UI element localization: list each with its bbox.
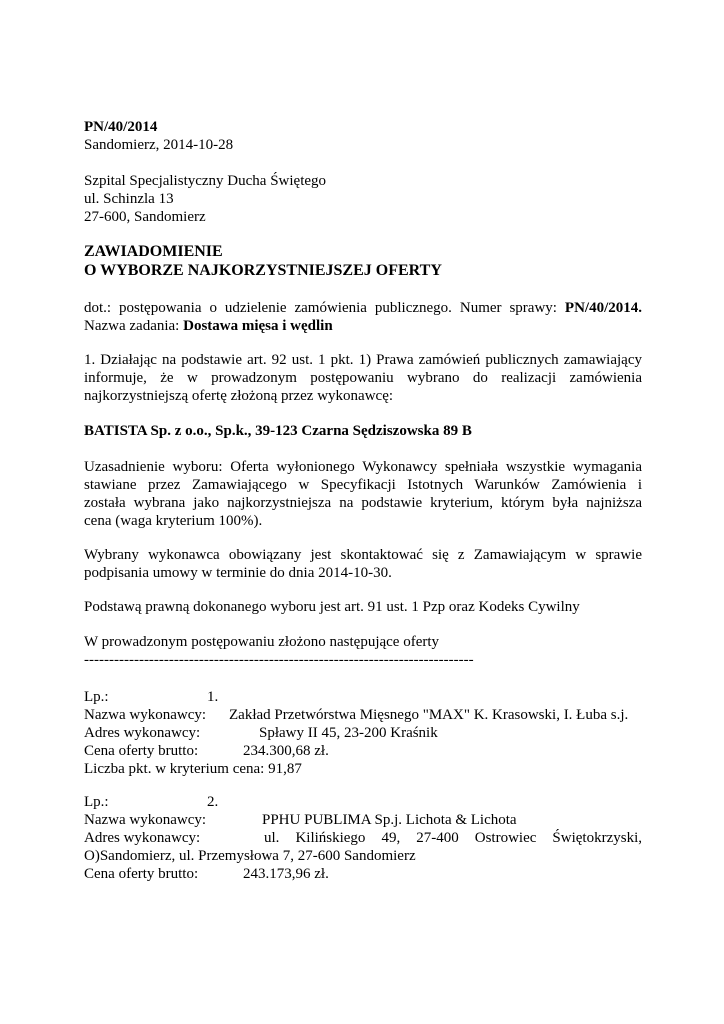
name-label: Nazwa wykonawcy:	[84, 812, 207, 828]
lp-value: 2.	[207, 794, 219, 810]
offer-1-address-row	[84, 724, 642, 742]
offers-intro: W prowadzonym postępowaniu złożono następujące oferty	[84, 634, 440, 650]
organization-street: ul. Schinzla 13	[84, 191, 174, 207]
organization-city: 27-600, Sandomierz	[84, 209, 206, 225]
document-title	[84, 242, 642, 280]
paragraph-1-line-2: informuje, że w prowadzonym postępowaniu wybrano do realizacji zamówienia	[84, 370, 642, 386]
address-label: Adres wykonawcy:	[84, 830, 201, 846]
subject-prefix: dot.: postępowania o udzielenie zamówienia publicznego. Numer sprawy:	[84, 300, 557, 316]
title-line-1: ZAWIADOMIENIE	[84, 243, 223, 260]
address-value-line-1: ul. Kilińskiego 49, 27-400 Ostrowiec Świętokrzyski,	[264, 830, 642, 846]
price-label: Cena oferty brutto:	[84, 743, 199, 759]
winner-block	[84, 422, 642, 440]
justification-line-4: cena (waga kryterium 100%).	[84, 513, 263, 529]
offer-2-lp-row	[84, 793, 642, 811]
offer-1-name-row	[84, 706, 642, 724]
title-line-2: O WYBORZE NAJKORZYSTNIEJSZEJ OFERTY	[84, 262, 442, 279]
justification	[84, 458, 642, 530]
name-value: Zakład Przetwórstwa Mięsnego "MAX" K. Krasowski, I. Łuba s.j.	[229, 707, 629, 723]
paragraph-1-line-3: najkorzystniejszą ofertę złożoną przez wykonawcę:	[84, 388, 394, 404]
legal-basis	[84, 598, 642, 616]
contact-line-1: Wybrany wykonawca obowiązany jest skontaktować się z Zamawiającym w sprawie	[84, 547, 642, 563]
price-label: Cena oferty brutto:	[84, 866, 199, 882]
offer-2-address-line-2: O)Sandomierz, ul. Przemysłowa 7, 27-600 Sandomierz	[84, 848, 416, 864]
header-block	[84, 118, 642, 154]
name-value: PPHU PUBLIMA Sp.j. Lichota & Lichota	[262, 812, 517, 828]
paragraph-1-line-1: 1. Działając na podstawie art. 92 ust. 1 pkt. 1) Prawa zamówień publicznych zamawiający	[84, 352, 642, 368]
offer-1-price-row	[84, 742, 642, 760]
price-value: 234.300,68 zł.	[243, 743, 329, 759]
place-date: Sandomierz, 2014-10-28	[84, 137, 234, 153]
offer-2-price-row	[84, 865, 642, 883]
contact-line-2: podpisania umowy w terminie do dnia 2014-10-30.	[84, 565, 392, 581]
offer-1-lp-row	[84, 688, 642, 706]
justification-line-1: Uzasadnienie wyboru: Oferta wyłonionego Wykonawcy spełniała wszystkie wymagania	[84, 459, 642, 475]
address-label: Adres wykonawcy:	[84, 725, 201, 741]
justification-line-2: stawiane przez Zamawiającego w Specyfikacji Istotnych Warunków Zamówienia i	[84, 477, 642, 493]
offers-intro-block	[84, 633, 642, 669]
task-label: Nazwa zadania:	[84, 318, 180, 334]
task-name: Dostawa mięsa i wędlin	[183, 318, 333, 334]
offer-2	[84, 793, 642, 883]
offer-1-points: Liczba pkt. w kryterium cena: 91,87	[84, 761, 302, 777]
address-value: Spławy II 45, 23-200 Kraśnik	[259, 725, 438, 741]
organization-name: Szpital Specjalistyczny Ducha Świętego	[84, 173, 327, 189]
separator-line: ------------------------------------------------------------------------------	[84, 652, 474, 668]
lp-label: Lp.:	[84, 794, 109, 810]
justification-line-3: została wybrana jako najkorzystniejsza na podstawie kryterium, którym była najniższa	[84, 495, 642, 511]
subject-block	[84, 299, 642, 335]
offer-2-address-row	[84, 829, 642, 847]
name-label: Nazwa wykonawcy:	[84, 707, 207, 723]
organization-address	[84, 172, 642, 226]
case-number: PN/40/2014.	[564, 300, 642, 316]
lp-value: 1.	[207, 689, 219, 705]
task-line	[84, 317, 642, 335]
reference-number: PN/40/2014	[84, 119, 158, 135]
contact-paragraph	[84, 546, 642, 582]
subject-line	[84, 299, 642, 317]
price-value: 243.173,96 zł.	[243, 866, 329, 882]
offer-1	[84, 688, 642, 778]
legal-basis-text: Podstawą prawną dokonanego wyboru jest art. 91 ust. 1 Pzp oraz Kodeks Cywilny	[84, 599, 580, 615]
offer-2-name-row	[84, 811, 642, 829]
paragraph-1	[84, 351, 642, 405]
winner-name: BATISTA Sp. z o.o., Sp.k., 39-123 Czarna Sędziszowska 89 B	[84, 423, 472, 439]
lp-label: Lp.:	[84, 689, 109, 705]
